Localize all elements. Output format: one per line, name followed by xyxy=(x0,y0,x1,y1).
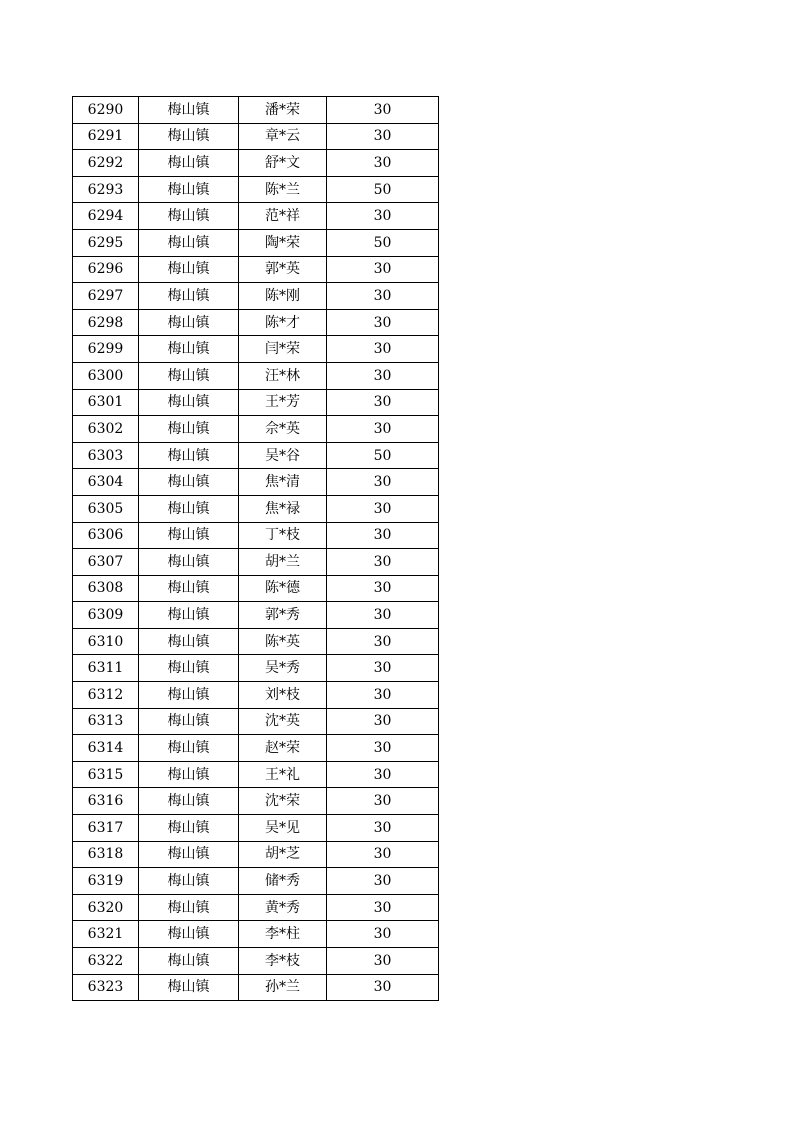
row-name-cell: 刘*枝 xyxy=(239,682,327,709)
table-row xyxy=(73,815,439,842)
row-town-cell: 梅山镇 xyxy=(139,416,239,443)
row-amount-cell: 30 xyxy=(327,735,439,762)
row-name-cell: 陈*兰 xyxy=(239,176,327,203)
row-amount-cell: 50 xyxy=(327,442,439,469)
row-amount-cell: 30 xyxy=(327,655,439,682)
row-town-cell: 梅山镇 xyxy=(139,841,239,868)
row-name-cell: 赵*荣 xyxy=(239,735,327,762)
row-amount-cell: 30 xyxy=(327,522,439,549)
table-row xyxy=(73,549,439,576)
row-id-cell: 6317 xyxy=(73,815,139,842)
row-amount-cell: 30 xyxy=(327,97,439,124)
row-id-cell: 6290 xyxy=(73,97,139,124)
row-name-cell: 陈*刚 xyxy=(239,283,327,310)
row-amount-cell: 30 xyxy=(327,123,439,150)
row-id-cell: 6296 xyxy=(73,256,139,283)
row-name-cell: 范*祥 xyxy=(239,203,327,230)
row-amount-cell: 30 xyxy=(327,309,439,336)
row-id-cell: 6302 xyxy=(73,416,139,443)
table-row xyxy=(73,362,439,389)
row-amount-cell: 30 xyxy=(327,841,439,868)
row-name-cell: 陶*荣 xyxy=(239,229,327,256)
row-name-cell: 王*礼 xyxy=(239,761,327,788)
table-row xyxy=(73,256,439,283)
row-town-cell: 梅山镇 xyxy=(139,948,239,975)
row-town-cell: 梅山镇 xyxy=(139,549,239,576)
row-amount-cell: 30 xyxy=(327,389,439,416)
table-row xyxy=(73,948,439,975)
table-row xyxy=(73,868,439,895)
row-town-cell: 梅山镇 xyxy=(139,283,239,310)
row-town-cell: 梅山镇 xyxy=(139,389,239,416)
row-name-cell: 丁*枝 xyxy=(239,522,327,549)
table-row xyxy=(73,123,439,150)
row-name-cell: 佘*英 xyxy=(239,416,327,443)
row-town-cell: 梅山镇 xyxy=(139,894,239,921)
row-name-cell: 焦*清 xyxy=(239,469,327,496)
row-town-cell: 梅山镇 xyxy=(139,974,239,1001)
table-row xyxy=(73,229,439,256)
row-name-cell: 郭*英 xyxy=(239,256,327,283)
row-name-cell: 沈*荣 xyxy=(239,788,327,815)
row-amount-cell: 30 xyxy=(327,549,439,576)
row-town-cell: 梅山镇 xyxy=(139,229,239,256)
row-amount-cell: 30 xyxy=(327,682,439,709)
row-name-cell: 吴*秀 xyxy=(239,655,327,682)
row-name-cell: 孙*兰 xyxy=(239,974,327,1001)
row-amount-cell: 30 xyxy=(327,628,439,655)
table-row xyxy=(73,203,439,230)
row-town-cell: 梅山镇 xyxy=(139,256,239,283)
row-amount-cell: 50 xyxy=(327,229,439,256)
row-name-cell: 舒*文 xyxy=(239,150,327,177)
row-id-cell: 6292 xyxy=(73,150,139,177)
row-name-cell: 焦*禄 xyxy=(239,495,327,522)
row-town-cell: 梅山镇 xyxy=(139,203,239,230)
table-row xyxy=(73,628,439,655)
row-id-cell: 6305 xyxy=(73,495,139,522)
table-row xyxy=(73,735,439,762)
row-name-cell: 潘*荣 xyxy=(239,97,327,124)
row-id-cell: 6308 xyxy=(73,575,139,602)
row-name-cell: 章*云 xyxy=(239,123,327,150)
row-name-cell: 陈*才 xyxy=(239,309,327,336)
row-id-cell: 6291 xyxy=(73,123,139,150)
row-amount-cell: 50 xyxy=(327,176,439,203)
row-id-cell: 6310 xyxy=(73,628,139,655)
table-row xyxy=(73,97,439,124)
row-id-cell: 6299 xyxy=(73,336,139,363)
row-town-cell: 梅山镇 xyxy=(139,602,239,629)
table-row xyxy=(73,841,439,868)
row-amount-cell: 30 xyxy=(327,788,439,815)
table-row xyxy=(73,655,439,682)
roster-table-body xyxy=(73,97,439,1001)
row-town-cell: 梅山镇 xyxy=(139,628,239,655)
row-id-cell: 6307 xyxy=(73,549,139,576)
row-amount-cell: 30 xyxy=(327,708,439,735)
row-town-cell: 梅山镇 xyxy=(139,788,239,815)
row-town-cell: 梅山镇 xyxy=(139,442,239,469)
table-row xyxy=(73,336,439,363)
table-row xyxy=(73,788,439,815)
row-id-cell: 6293 xyxy=(73,176,139,203)
row-amount-cell: 30 xyxy=(327,761,439,788)
row-town-cell: 梅山镇 xyxy=(139,522,239,549)
row-amount-cell: 30 xyxy=(327,256,439,283)
row-amount-cell: 30 xyxy=(327,894,439,921)
row-town-cell: 梅山镇 xyxy=(139,761,239,788)
row-name-cell: 闫*荣 xyxy=(239,336,327,363)
table-row xyxy=(73,469,439,496)
table-row xyxy=(73,761,439,788)
row-name-cell: 汪*林 xyxy=(239,362,327,389)
row-town-cell: 梅山镇 xyxy=(139,868,239,895)
row-name-cell: 陈*英 xyxy=(239,628,327,655)
row-id-cell: 6309 xyxy=(73,602,139,629)
table-row xyxy=(73,682,439,709)
table-row xyxy=(73,309,439,336)
row-name-cell: 李*枝 xyxy=(239,948,327,975)
row-id-cell: 6323 xyxy=(73,974,139,1001)
row-id-cell: 6318 xyxy=(73,841,139,868)
table-row xyxy=(73,894,439,921)
row-id-cell: 6301 xyxy=(73,389,139,416)
row-id-cell: 6304 xyxy=(73,469,139,496)
row-town-cell: 梅山镇 xyxy=(139,336,239,363)
row-amount-cell: 30 xyxy=(327,203,439,230)
table-row xyxy=(73,575,439,602)
row-town-cell: 梅山镇 xyxy=(139,815,239,842)
row-amount-cell: 30 xyxy=(327,948,439,975)
row-town-cell: 梅山镇 xyxy=(139,362,239,389)
row-amount-cell: 30 xyxy=(327,974,439,1001)
table-row xyxy=(73,176,439,203)
row-name-cell: 黄*秀 xyxy=(239,894,327,921)
row-amount-cell: 30 xyxy=(327,362,439,389)
row-id-cell: 6295 xyxy=(73,229,139,256)
table-row xyxy=(73,150,439,177)
row-name-cell: 胡*芝 xyxy=(239,841,327,868)
row-name-cell: 吴*谷 xyxy=(239,442,327,469)
row-id-cell: 6297 xyxy=(73,283,139,310)
row-town-cell: 梅山镇 xyxy=(139,176,239,203)
row-town-cell: 梅山镇 xyxy=(139,682,239,709)
row-id-cell: 6312 xyxy=(73,682,139,709)
row-name-cell: 郭*秀 xyxy=(239,602,327,629)
row-id-cell: 6316 xyxy=(73,788,139,815)
row-name-cell: 胡*兰 xyxy=(239,549,327,576)
row-town-cell: 梅山镇 xyxy=(139,97,239,124)
row-id-cell: 6300 xyxy=(73,362,139,389)
row-id-cell: 6319 xyxy=(73,868,139,895)
row-amount-cell: 30 xyxy=(327,283,439,310)
row-amount-cell: 30 xyxy=(327,495,439,522)
table-row xyxy=(73,389,439,416)
table-row xyxy=(73,602,439,629)
table-row xyxy=(73,708,439,735)
row-name-cell: 陈*德 xyxy=(239,575,327,602)
table-row xyxy=(73,974,439,1001)
row-town-cell: 梅山镇 xyxy=(139,469,239,496)
table-row xyxy=(73,442,439,469)
row-town-cell: 梅山镇 xyxy=(139,921,239,948)
roster-table xyxy=(72,96,439,1001)
row-town-cell: 梅山镇 xyxy=(139,150,239,177)
row-id-cell: 6313 xyxy=(73,708,139,735)
row-name-cell: 储*秀 xyxy=(239,868,327,895)
table-row xyxy=(73,283,439,310)
row-name-cell: 王*芳 xyxy=(239,389,327,416)
table-row xyxy=(73,495,439,522)
row-town-cell: 梅山镇 xyxy=(139,495,239,522)
row-amount-cell: 30 xyxy=(327,469,439,496)
row-id-cell: 6315 xyxy=(73,761,139,788)
row-town-cell: 梅山镇 xyxy=(139,735,239,762)
row-town-cell: 梅山镇 xyxy=(139,309,239,336)
row-amount-cell: 30 xyxy=(327,921,439,948)
row-town-cell: 梅山镇 xyxy=(139,575,239,602)
row-id-cell: 6314 xyxy=(73,735,139,762)
row-amount-cell: 30 xyxy=(327,602,439,629)
table-row xyxy=(73,522,439,549)
row-town-cell: 梅山镇 xyxy=(139,708,239,735)
row-id-cell: 6322 xyxy=(73,948,139,975)
row-id-cell: 6303 xyxy=(73,442,139,469)
row-amount-cell: 30 xyxy=(327,150,439,177)
row-amount-cell: 30 xyxy=(327,868,439,895)
row-amount-cell: 30 xyxy=(327,416,439,443)
row-name-cell: 沈*英 xyxy=(239,708,327,735)
row-id-cell: 6320 xyxy=(73,894,139,921)
row-id-cell: 6321 xyxy=(73,921,139,948)
row-id-cell: 6294 xyxy=(73,203,139,230)
table-row xyxy=(73,416,439,443)
table-row xyxy=(73,921,439,948)
row-amount-cell: 30 xyxy=(327,575,439,602)
row-amount-cell: 30 xyxy=(327,336,439,363)
row-name-cell: 李*柱 xyxy=(239,921,327,948)
row-id-cell: 6311 xyxy=(73,655,139,682)
row-id-cell: 6306 xyxy=(73,522,139,549)
row-id-cell: 6298 xyxy=(73,309,139,336)
row-town-cell: 梅山镇 xyxy=(139,655,239,682)
row-amount-cell: 30 xyxy=(327,815,439,842)
row-name-cell: 吴*见 xyxy=(239,815,327,842)
row-town-cell: 梅山镇 xyxy=(139,123,239,150)
